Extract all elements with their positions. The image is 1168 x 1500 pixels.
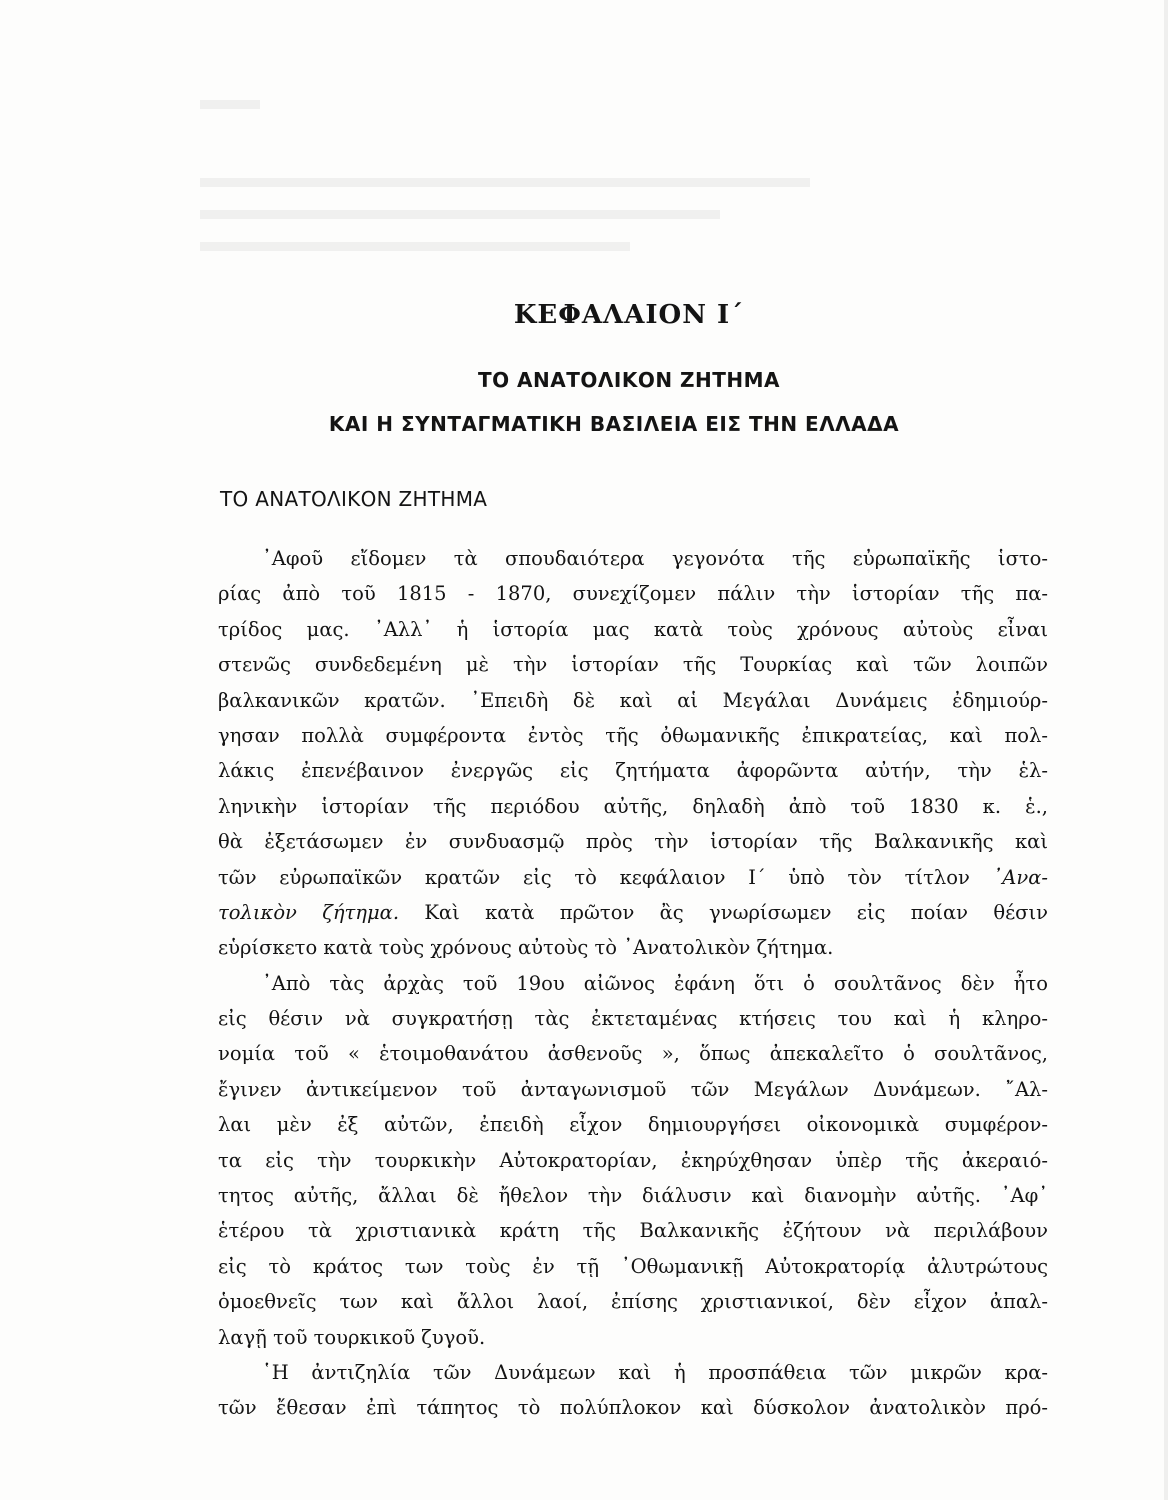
text-line: στενῶς συνδεδεμένη μὲ τὴν ἱστορίαν τῆς Τουρκίας καὶ τῶν λοιπῶν [218,653,1048,677]
text-segment: Καὶ κατὰ πρῶτον ἂς γνωρίσωμεν εἰς ποίαν θέσιν [424,900,1048,924]
text-line [218,895,1048,930]
text-line: εἰς θέσιν νὰ συγκρατήσῃ τὰς ἐκτεταμένας κτήσεις του καὶ ἡ κληρο- [218,1007,1048,1031]
text-line: νομία τοῦ « ἑτοιμοθανάτου ἀσθενοῦς », ὅπως ἀπεκαλεῖτο ὁ σουλτᾶνος, [218,1042,1048,1066]
bleed-through-mark [200,100,260,109]
italic-title-segment: ᾿Ανα- [992,865,1048,889]
text-line: τρίδος μας. ᾿Αλλ᾿ ἡ ἱστορία μας κατὰ τοὺς χρόνους αὐτοὺς εἶναι [218,617,1048,641]
text-line: λαγῇ τοῦ τουρκικοῦ ζυγοῦ. [218,1325,486,1349]
text-line [218,860,1048,895]
section-heading: ΤΟ ΑΝΑΤΟΛΙΚΟΝ ΖΗΤΗΜΑ [220,487,488,511]
text-line: λάκις ἐπενέβαινον ἐνεργῶς εἰς ζητήματα ἀφορῶντα αὐτήν, τὴν ἑλ- [218,759,1048,783]
body-text [218,541,1048,1426]
text-line: ληνικὴν ἱστορίαν τῆς περιόδου αὐτῆς, δηλαδὴ ἀπὸ τοῦ 1830 κ. ἑ., [218,794,1048,818]
chapter-title: ΚΕΦΑΛΑΙΟΝ Ι΄ [513,300,745,330]
bleed-through-mark [200,178,810,187]
chapter-subtitle-line-2: ΚΑΙ Η ΣΥΝΤΑΓΜΑΤΙΚΗ ΒΑΣΙΛΕΙΑ ΕΙΣ ΤΗΝ ΕΛΛΑΔΑ [328,412,900,436]
italic-title-segment: τολικὸν ζήτημα. [218,900,400,924]
bleed-through-mark [200,210,720,219]
text-segment: τῶν εὐρωπαϊκῶν κρατῶν εἰς τὸ κεφάλαιον Ι΄ ὑπὸ τὸν τίτλον [218,865,970,889]
text-line: τα εἰς τὴν τουρκικὴν Αὐτοκρατορίαν, ἐκηρύχθησαν ὑπὲρ τῆς ἀκεραιό- [218,1148,1048,1172]
text-line: τῶν ἔθεσαν ἐπὶ τάπητος τὸ πολύπλοκον καὶ δύσκολον ἀνατολικὸν πρό- [218,1396,1048,1420]
text-line: εὑρίσκετο κατὰ τοὺς χρόνους αὐτοὺς τὸ ᾿Ανατολικὸν ζήτημα. [218,936,834,960]
text-line: γησαν πολλὰ συμφέροντα ἐντὸς τῆς ὀθωμανικῆς ἐπικρατείας, καὶ πολ- [218,723,1048,747]
text-line: βαλκανικῶν κρατῶν. ᾿Επειδὴ δὲ καὶ αἱ Μεγάλαι Δυνάμεις ἐδημιούρ- [218,688,1048,712]
text-line: ρίας ἀπὸ τοῦ 1815 - 1870, συνεχίζομεν πάλιν τὴν ἱστορίαν τῆς πα- [218,582,1048,606]
page-edge [1164,0,1168,1500]
text-line: ὁμοεθνεῖς των καὶ ἄλλοι λαοί, ἐπίσης χριστιανικοί, δὲν εἶχον ἀπαλ- [218,1290,1048,1314]
chapter-subtitle-line-1: ΤΟ ΑΝΑΤΟΛΙΚΟΝ ΖΗΤΗΜΑ [477,368,781,392]
text-line: ἑτέρου τὰ χριστιανικὰ κράτη τῆς Βαλκανικῆς ἐζήτουν νὰ περιλάβουν [218,1219,1048,1243]
bleed-through-mark [200,242,630,251]
text-line: λαι μὲν ἐξ αὐτῶν, ἐπειδὴ εἶχον δημιουργήσει οἰκονομικὰ συμφέρον- [218,1113,1048,1137]
text-line: θὰ ἐξετάσωμεν ἐν συνδυασμῷ πρὸς τὴν ἱστορίαν τῆς Βαλκανικῆς καὶ [218,830,1048,854]
text-line: ᾿Απὸ τὰς ἀρχὰς τοῦ 19ου αἰῶνος ἐφάνη ὅτι ὁ σουλτᾶνος δὲν ἦτο [262,971,1048,995]
text-line: εἰς τὸ κράτος των τοὺς ἐν τῇ ᾿Οθωμανικῇ Αὐτοκρατορίᾳ ἀλυτρώτους [218,1254,1048,1278]
text-line: τητος αὐτῆς, ἄλλαι δὲ ἤθελον τὴν διάλυσιν καὶ διανομὴν αὐτῆς. ᾿Αφ᾿ [218,1184,1048,1208]
text-line: ᾿Αφοῦ εἴδομεν τὰ σπουδαιότερα γεγονότα τῆς εὐρωπαϊκῆς ἱστο- [262,547,1048,570]
text-line: ἔγινεν ἀντικείμενον τοῦ ἀνταγωνισμοῦ τῶν Μεγάλων Δυνάμεων. ῎Αλ- [218,1077,1048,1101]
text-line: ῾Η ἀντιζηλία τῶν Δυνάμεων καὶ ἡ προσπάθεια τῶν μικρῶν κρα- [262,1360,1048,1384]
